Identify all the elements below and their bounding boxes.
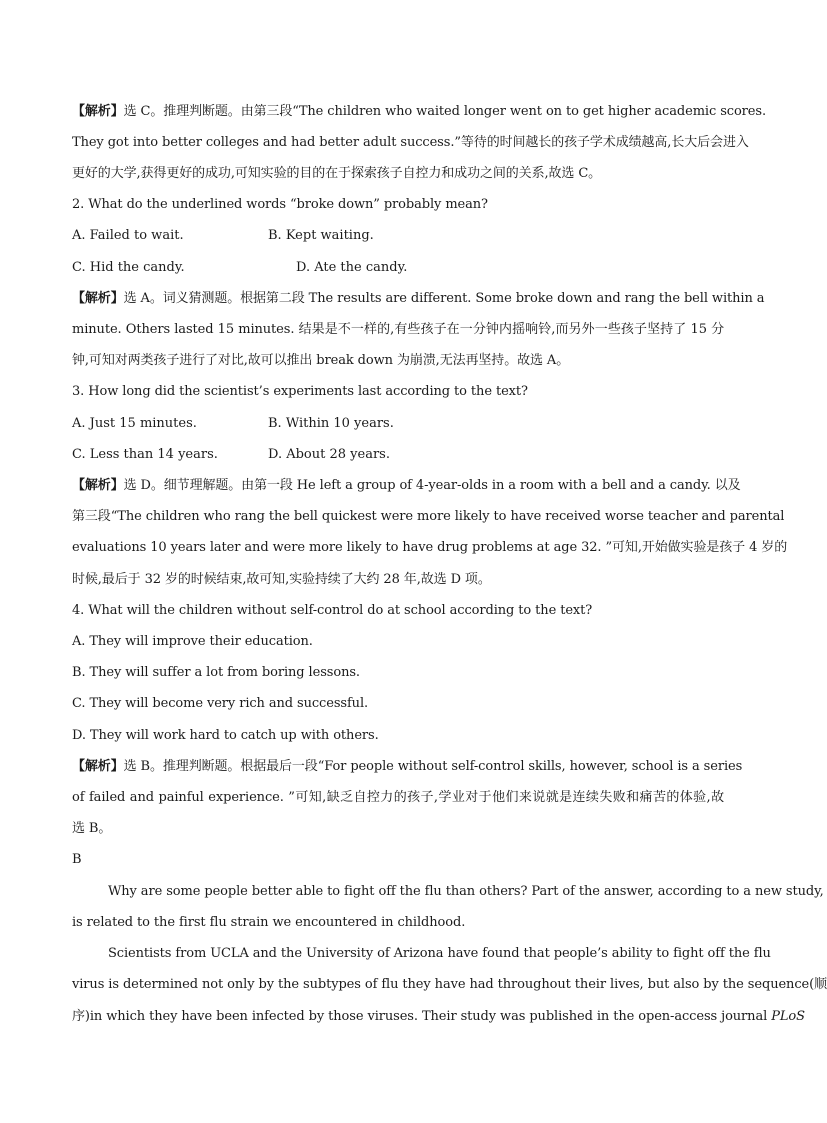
q4-option-b: B. They will suffer a lot from boring lessons. — [72, 665, 360, 680]
q4-option-c: C. They will become very rich and successful. — [72, 696, 369, 711]
section-b-p2-line-2: virus is determined not only by the subtypes of flu they have had throughout their lives, but also by the sequence(顺 — [72, 977, 827, 992]
q1-analysis-line-3: 更好的大学,获得更好的成功,可知实验的目的在于探索孩子自控力和成功之间的关系,故选 C。 — [72, 166, 602, 181]
q1-analysis-line-2: They got into better colleges and had better adult success.”等待的时间越长的孩子学术成绩越高,长大后会进入 — [72, 135, 749, 150]
q2-option-b: B. Kept waiting. — [268, 228, 374, 243]
analysis-label: 【解析】 — [72, 478, 124, 493]
q2-analysis-line-1: 【解析】选 A。词义猜测题。根据第二段 The results are different. Some broke down and rang the bell within a — [72, 291, 765, 306]
section-b-p1-line-2: is related to the first flu strain we encountered in childhood. — [72, 915, 466, 930]
q3-option-c: C. Less than 14 years. — [72, 447, 218, 462]
q3-analysis-line-1: 【解析】选 D。细节理解题。由第一段 He left a group of 4-year-olds in a room with a bell and a candy. 以及 — [72, 478, 741, 493]
section-b-p2-line-3: 序)in which they have been infected by those viruses. Their study was published in the open-access journal PLoS — [72, 1009, 805, 1024]
analysis-label: 【解析】 — [72, 759, 124, 774]
q2-option-a: A. Failed to wait. — [72, 228, 184, 243]
section-b-label: B — [72, 852, 82, 867]
q1-analysis-line-1: 【解析】选 C。推理判断题。由第三段“The children who waited longer went on to get higher academic scores. — [72, 104, 766, 119]
q3-option-d: D. About 28 years. — [268, 447, 390, 462]
q3-analysis-line-2: 第三段“The children who rang the bell quickest were more likely to have received worse teacher and parental — [72, 509, 785, 524]
section-b-p1-line-1: Why are some people better able to fight off the flu than others? Part of the answer, according to a new study, — [108, 884, 824, 899]
q3-analysis-line-4: 时候,最后于 32 岁的时候结束,故可知,实验持续了大约 28 年,故选 D 项。 — [72, 572, 491, 587]
section-b-p2-line-1: Scientists from UCLA and the University of Arizona have found that people’s ability to fight off the flu — [108, 946, 771, 961]
q3-option-a: A. Just 15 minutes. — [72, 416, 197, 431]
q2-analysis-line-2: minute. Others lasted 15 minutes. 结果是不一样的,有些孩子在一分钟内摇响铃,而另外一些孩子坚持了 15 分 — [72, 322, 724, 337]
q4-option-a: A. They will improve their education. — [72, 634, 313, 649]
analysis-label: 【解析】 — [72, 104, 124, 119]
analysis-label: 【解析】 — [72, 291, 124, 306]
q4-analysis-line-1: 【解析】选 B。推理判断题。根据最后一段“For people without self-control skills, however, school is a series — [72, 759, 743, 774]
q4-analysis-line-3: 选 B。 — [72, 821, 112, 836]
q3-question: 3. How long did the scientist’s experiments last according to the text? — [72, 384, 528, 399]
q2-option-d: D. Ate the candy. — [296, 260, 408, 275]
q3-option-b: B. Within 10 years. — [268, 416, 394, 431]
q4-option-d: D. They will work hard to catch up with others. — [72, 728, 379, 743]
q4-analysis-line-2: of failed and painful experience. ”可知,缺乏自控力的孩子,学业对于他们来说就是连续失败和痛苦的体验,故 — [72, 790, 724, 805]
q3-analysis-line-3: evaluations 10 years later and were more likely to have drug problems at age 32. ”可知,开始做实验是孩子 4 岁的 — [72, 540, 788, 555]
journal-name: PLoS — [771, 1009, 805, 1024]
q2-analysis-line-3: 钟,可知对两类孩子进行了对比,故可以推出 break down 为崩溃,无法再坚持。故选 A。 — [72, 353, 570, 368]
q4-question: 4. What will the children without self-control do at school according to the text? — [72, 603, 593, 618]
q2-question: 2. What do the underlined words “broke down” probably mean? — [72, 197, 488, 212]
q2-option-c: C. Hid the candy. — [72, 260, 185, 275]
